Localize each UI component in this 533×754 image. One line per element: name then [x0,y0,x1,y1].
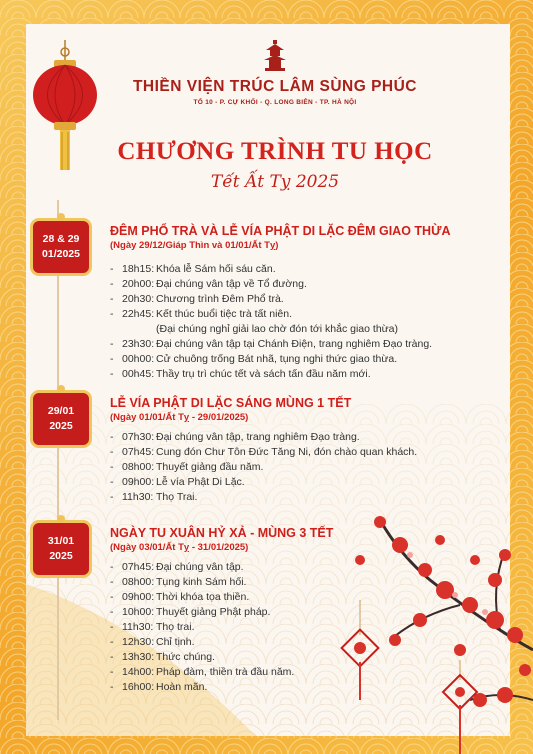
badge-line-1: 31/01 [47,535,75,547]
page-subtitle: Tết Ất Tỵ 2025 [210,172,340,192]
organization-name: THIỀN VIỆN TRÚC LÂM SÙNG PHÚC [132,78,418,95]
list-item: - 23h30: Đại chúng vân tập tại Chánh Điện, trang nghiêm Đạo tràng. [110,338,433,350]
list-item: - 20h30: Chương trình Đêm Phổ trà. [110,293,284,305]
date-badge-1 [30,218,92,276]
badge-knot-icon [57,213,65,221]
pagoda-icon [262,40,288,74]
list-item-note: (Đại chúng nghỉ giải lao chờ đón tới khắc giao thừa) [156,323,399,335]
badge-line-2: 2025 [49,420,73,432]
header [120,40,430,106]
list-item: - 07h45: Đại chúng vân tập. [110,561,244,573]
list-item: - 08h00: Thuyết giảng đầu năm. [110,461,264,473]
section-title-2: LỄ VÍA PHẬT DI LẶC SÁNG MÙNG 1 TẾT [110,396,352,410]
cherry-blossom-branch-icon [300,500,533,754]
list-item: - 22h45: Kết thúc buổi tiệc trà tất niên. [110,308,292,320]
timeline-rope [57,200,59,720]
list-item: - 07h45: Cung đón Chư Tôn Đức Tăng Ni, đón chào quan khách. [110,446,418,458]
section-title-1: ĐÊM PHỔ TRÀ VÀ LỄ VÍA PHẬT DI LẶC ĐÊM GIAO THỪA [110,224,451,238]
badge-line-2: 01/2025 [42,248,80,260]
date-badge-3 [30,520,92,578]
list-item: - 18h15: Khóa lễ Sám hối sáu căn. [110,263,276,275]
badge-knot-icon [57,385,65,393]
section-title-3: NGÀY TU XUÂN HỶ XẢ - MÙNG 3 TẾT [110,526,334,540]
list-item: - 09h00: Lễ vía Phật Di Lặc. [110,476,245,488]
list-item: - 00h00: Cử chuông trống Bát nhã, tụng nghi thức giao thừa. [110,353,398,365]
list-item: - 14h00: Pháp đàm, thiền trà đầu năm. [110,666,295,678]
section-subtitle-2: (Ngày 01/01/Ất Tỵ - 29/01/2025) [110,412,249,423]
date-badge-2 [30,390,92,448]
list-item: - 20h00: Đại chúng vân tập về Tổ đường. [110,278,307,290]
list-item: - 00h45: Thầy trụ trì chúc tết và sách tấn đầu năm mới. [110,368,371,380]
badge-line-1: 28 & 29 [42,233,80,245]
badge-knot-icon [57,515,65,523]
schedule-list-3 [110,560,294,695]
list-item: - 07h30: Đại chúng vân tập, trang nghiêm Đạo tràng. [110,431,360,443]
schedule-list-1 [110,262,432,382]
section-subtitle-3: (Ngày 03/01/Ất Tỵ - 31/01/2025) [110,542,249,553]
list-item: - 09h00: Thời khóa tọa thiền. [110,591,250,603]
schedule-list-2 [110,430,417,505]
list-item: - 08h00: Tụng kinh Sám hối. [110,576,247,588]
red-lantern-icon [30,40,100,200]
organization-address: TỔ 10 - P. CỰ KHỐI - Q. LONG BIÊN - TP. HÀ NỘI [193,99,357,106]
badge-line-2: 2025 [49,550,73,562]
list-item: - 10h00: Thuyết giảng Phật pháp. [110,606,271,618]
list-item: - 13h30: Thức chúng. [110,651,215,663]
list-item: - 12h30: Chỉ tịnh. [110,636,195,648]
section-subtitle-1: (Ngày 29/12/Giáp Thìn và 01/01/Ất Tỵ) [110,240,279,251]
list-item: - 11h30: Thọ trai. [110,621,195,633]
badge-line-1: 29/01 [47,405,75,417]
list-item: - 11h30: Thọ Trai. [110,491,198,503]
list-item: - 16h00: Hoàn mãn. [110,681,208,693]
page-title: CHƯƠNG TRÌNH TU HỌC [117,138,433,165]
